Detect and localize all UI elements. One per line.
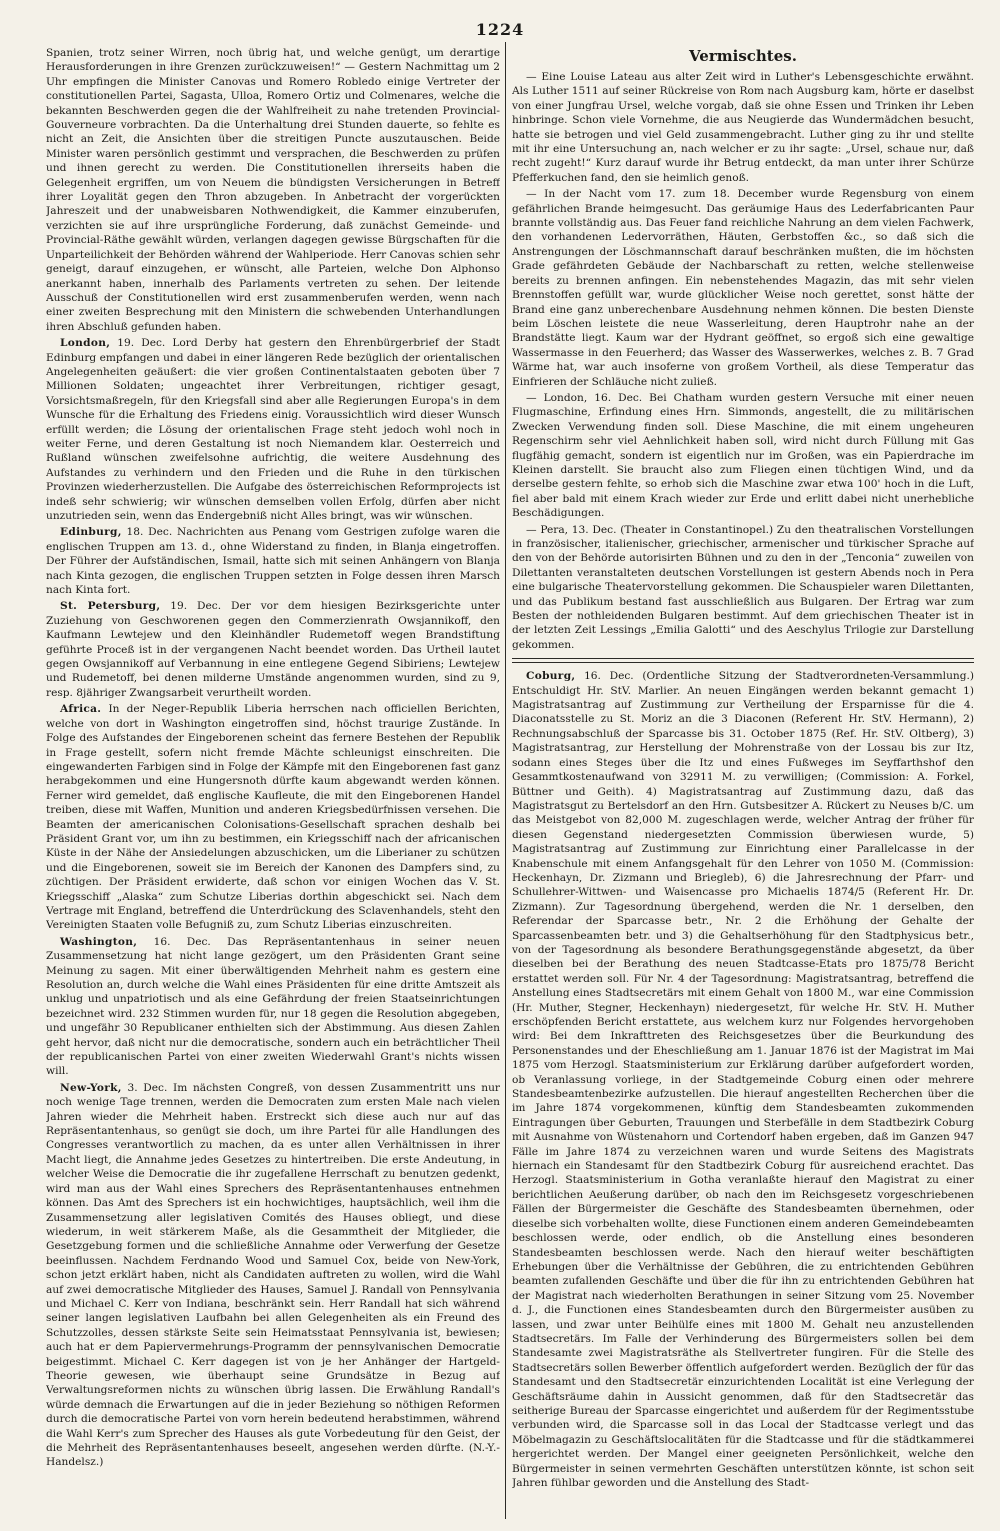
africa-article xyxy=(46,702,500,933)
regensburg-item: — In der Nacht vom 17. zum 18. December wurde Regensburg von einem gefährlichen Brande heimgesucht. Das geräumige Haus des Lederfabricanten Paur brannte vollständig aus. Das Feuer fand reichliche Nahrung an dem vielen Fachwerk, den vorhandenen Ledervorräthen, Häuten, Gerbstoffen &c., so daß sich die Anstrengungen der Löschmannschaft darauf beschränken mußten, die im höchsten Grade gefährdeten Gebäude der Nachbarschaft zu retten, welche stellenweise bereits zu brennen anfingen. Ein nebenstehendes Magazin, das mit sehr vielen Brennstoffen gefüllt war, wurde glücklicher Weise noch gerettet, sonst hätte der Brand eine ganz unberechenbare Ausdehnung nehmen können. Die besten Dienste beim Löschen leistete die neue Wasserleitung, deren Hauptrohr nahe an der Brandstätte liegt. Kaum war der Hydrant geöffnet, so ergoß sich eine gewaltige Wassermasse in den Feuerherd; das Wasser des Wasserwerkes, welches z. B. 7 Grad Wärme hat, war auch insoferne von großem Vortheil, als diese Temperatur das Einfrieren der Schläuche nicht zuließ. xyxy=(512,188,974,388)
right-column xyxy=(512,46,974,1521)
london-article xyxy=(46,336,500,523)
petersburg-article xyxy=(46,599,500,700)
africa-text: In der Neger-Republik Liberia herrschen nach officiellen Berichten, welche von dort in Washington eingetroffen sind, höchst traurige Zustände. In Folge des Aufstandes der Eingeborenen scheint das fernere Bestehen der Republik in Frage gestellt, sofern nicht fremde Mächte schleunigst einschreiten. Die eingewanderten Farbigen sind in Folge der Kämpfe mit den Eingeborenen fast ganz herabgekommen und eine Hungersnoth dürfte kaum abgewandt werden können. Ferner wird gemeldet, daß englische Kaufleute, die mit den Eingeborenen Handel treiben, diese mit Waffen, Munition und anderen Kriegsbedürfnissen versehen. Die Beamten der americanischen Colonisations-Gesellschaft sprachen deshalb bei Präsident Grant vor, um ihn zu bestimmen, ein Kriegsschiff nach der africanischen Küste in der Nähe der Ansiedelungen abzuschicken, um die Liberianer zu schützen und die Eingeborenen, soweit sie im Bereich der Kanonen des Dampfers sind, zu züchtigen. Der Präsident erwiderte, daß schon vor einigen Wochen das V. St. Kriegsschiff „Alaska“ zum Schutze Liberias dorthin abgeschickt sei. Nach dem Vertrage mit England, betreffend die Unterdrückung des Sclavenhandels, steht den Vereinigten Staaten volle Befugniß zu, zum Schutz Liberias einzuschreiten. xyxy=(46,703,500,932)
page-number: 1224 xyxy=(475,20,525,39)
section-heading: Vermischtes. xyxy=(689,47,797,65)
africa-dateline: Africa. xyxy=(60,703,102,716)
petersburg-dateline: St. Petersburg, xyxy=(60,600,161,613)
edinburg-dateline: Edinburg, xyxy=(60,526,122,539)
coburg-article xyxy=(512,669,974,1490)
edinburg-text: 18. Dec. Nachrichten aus Penang vom Gestrigen zufolge waren die englischen Truppen am 13. d., ohne Widerstand zu finden, in Blanja eingetroffen. Der Führer der Aufständischen, Ismail, hatte sich mit seinen Anhängern von Blanja nach Kinta gezogen, die englischen Truppen setzten in Folge dessen ihren Marsch nach Kinta fort. xyxy=(46,526,500,597)
coburg-text: 16. Dec. (Ordentliche Sitzung der Stadtverordneten-Versammlung.) Entschuldigt Hr. StV. Marlier. An neuen Eingängen werden bekannt gemacht 1) Magistratsantrag auf Zustimmung zur Vertheilung der Ersparnisse für die 4. Diaconatsstelle zu St. Moriz an die 3 Diaconen (Referent Hr. StV. Hermann), 2) Rechnungsabschluß der Sparcasse bis 31. October 1875 (Ref. Hr. StV. Oltberg), 3) Magistratsantrag, zur Herstellung der Mohrenstraße von der Lossau bis zur Itz, sodann eines Steges über die Itz und eines Fußweges im Seyffarthshof den Gesammtkostenaufwand von 32911 M. zu verwilligen; (Commission: A. Forkel, Büttner und Geith). 4) Magistratsantrag auf Zustimmung dazu, daß das Magistratsgut zu Bertelsdorf an den Hrn. Gutsbesitzer A. Rückert zu Neuses b/C. um das Meistgebot von 82,000 M. zugeschlagen werde, welcher Antrag der früher für diesen Gegenstand niedergesetzten Commission überwiesen wurde, 5) Magistratsantrag auf Zustimmung zur Einrichtung einer Parallelcasse in der Knabenschule mit einem Anfangsgehalt für den Lehrer von 1050 M. (Commission: Heckenhayn, Dr. Zizmann und Briegleb), 6) die Jahresrechnung der Pfarr- und Schullehrer-Wittwen- und Waisencasse pro Michaelis 1874/5 (Referent Hr. Dr. Zizmann). Zur Tagesordnung übergehend, werden die Nr. 1 derselben, den Referendar der Sparcasse betr., Nr. 2 die Erhöhung der Gehalte der Sparcassenbeamten betr. und 3) die Gehaltserhöhung für den Stadtphysicus betr., von der Tagesordnung als besondere Berathungsgegenstände abgesetzt, da über dieselben bei der Berathung des neuen Stadtcasse-Etats pro 1875/78 Bericht erstattet werden soll. Für Nr. 4 der Tagesordnung: Magistratsantrag, betreffend die Anstellung eines Stadtsecretärs mit einem Gehalt von 1800 M., war eine Commission (Hr. Muther, Stegner, Heckenhayn) niedergesetzt, für welche Hr. StV. H. Muther erschöpfenden Bericht erstattete, aus welchem kurz nur Folgendes hervorgehoben wird: Bei dem Inkrafttreten des Reichsgesetzes über die Beurkundung des Personenstandes und der Eheschließung am 1. Januar 1876 ist der Magistrat im Mai 1875 vom Herzogl. Staatsministerium zur Erklärung darüber aufgefordert worden, ob Veranlassung vorliege, in der Stadtgemeinde Coburg einen oder mehrere Standesbeamtenbezirke aufzustellen. Die hierauf angestellten Recherchen über die im Jahre 1874 vorgekommenen, künftig dem Standesbeamten zukommenden Eintragungen über Geburten, Trauungen und Sterbefälle in dem Stadtbezirk Coburg mit Ausnahme von Wüstenahorn und Cortendorf haben ergeben, daß im Ganzen 947 Fälle im Jahre 1874 zu verzeichnen waren und wurde Seitens des Magistrats hiernach ein Standesamt für den Stadtbezirk Coburg für ausreichend erachtet. Das Herzogl. Staatsministerium in Gotha veranlaßte hierauf den Magistrat zu einer berichtlichen Aeußerung darüber, ob nach den im Reichsgesetz vorgeschriebenen Fällen der Bürgermeister die Geschäfte des Standesbeamten übernehmen, oder dieselbe sich vorbehalten wollte, diese Functionen einem anderen Gemeindebeamten beschlossen werde, oder endlich, ob die Anstellung eines besonderen Standesbeamten beschlossen werde. Nach den hierauf weiter beschäftigten Erhebungen über die Verhältnisse der Gebühren, die zu entrichtenden Gebühren beamten zufallenden Geschäfte und über die für ihn zu entrichtenden Gebühren hat der Magistrat nach wiederholten Berathungen in seiner Sitzung vom 25. November d. J., die Functionen eines Standesbeamten durch den Bürgermeister ausüben zu lassen, und zwar unter Beihülfe eines mit 1800 M. Gehalt neu anzustellenden Stadtsecretärs. Im Falle der Verhinderung des Bürgermeisters sollen bei dem Standesamte zwei Magistratsräthe als Stellvertreter fungiren. Für die Stelle des Stadtsecretärs sollen Bewerber öffentlich aufgefordert werden. Bezüglich der für das Standesamt und den Stadtsecretär einzurichtenden Localität ist eine Verlegung der Geschäftsräume dahin in Aussicht genommen, daß für den Stadtsecretär das seitherige Bureau der Sparcasse eingerichtet und außerdem für der Regimentsstube verbunden wird, die Sparcasse soll in das Local der Stadtcasse verlegt und das Möbelmagazin zu Geschäftslocalitäten für die Stadtcasse und für die städtkammerei hergerichtet werden. Der Mangel einer geeigneten Persönlichkeit, welche den Bürgermeister in seinen vermehrten Geschäften unterstützen könnte, ist schon seit Jahren fühlbar geworden und die Anstellung des Stadt- xyxy=(512,670,974,1489)
washington-text: 16. Dec. Das Repräsentantenhaus in seiner neuen Zusammensetzung hat nicht lange gezögert, um den Präsidenten Grant seine Meinung zu sagen. Mit einer überwältigenden Mehrheit nahm es gestern eine Resolution an, durch welche die Wahl eines Präsidenten für eine dritte Amtszeit als unklug und unpatriotisch und als eine Gefährdung der freien Staatseinrichtungen bezeichnet wird. 232 Stimmen wurden für, nur 18 gegen die Resolution abgegeben, und ungefähr 30 Republicaner enthielten sich der Abstimmung. Aus diesen Zahlen geht hervor, daß nicht nur die democratische, sondern auch ein beträchtlicher Theil der republicanischen Partei von einer zweiten Wiederwahl Grant's nichts wissen will. xyxy=(46,935,500,1078)
edinburg-article xyxy=(46,525,500,597)
washington-article xyxy=(46,935,500,1079)
london-text: 19. Dec. Lord Derby hat gestern den Ehrenbürgerbrief der Stadt Edinburg empfangen und dabei in einer längeren Rede bezüglich der orientalischen Angelegenheiten geäußert: die vier großen Continentalstaaten geboten über 7 Millionen Soldaten; ungeachtet ihrer Verbreitungen, richtiger gesagt, Vorsichtsmaßregeln, für den Kriegsfall sind aber alle Regierungen Europa's in dem Wunsche für die Erhaltung des Friedens einig. Voraussichtlich wird dieser Wunsch erfüllt werden; die Lösung der orientalischen Frage steht jedoch wohl noch in weiter Ferne, und deren Gestaltung ist noch Niemandem klar. Oesterreich und Rußland wünschen zweifelsohne aufrichtig, die weitere Ausdehnung des Aufstandes zu verhindern und den Frieden und die Ruhe in den türkischen Provinzen wiederherzustellen. Die Aufgabe des österreichischen Reformprojects ist indeß sehr schwierig; wir wünschen demselben vollen Erfolg, dürfen aber nicht unzutrieden sein, wenn das Endergebniß nicht Alles bringt, was wir wünschen. xyxy=(46,337,500,522)
coburg-dateline: Coburg, xyxy=(526,670,576,683)
london-flying-machine-item: — London, 16. Dec. Bei Chatham wurden gestern Versuche mit einer neuen Flugmaschine, Erfindung eines Hrn. Simmonds, angestellt, die zu militärischen Zwecken Verwendung finden soll. Diese Maschine, die mit einem ungeheuren Regenschirm sehr viel Aehnlichkeit haben soll, wird nicht durch Füllung mit Gas flugfähig gemacht, sondern ist eigentlich nur im Großen, was ein Papierdrache im Kleinen darstellt. Sie braucht also zum Fliegen einen tüchtigen Wind, und da derselbe gestern fehlte, so erhob sich die Maschine zwar etwa 100' hoch in die Luft, fiel aber bald mit einem Krach wieder zur Erde und erlitt dabei nicht unerhebliche Beschädigungen. xyxy=(512,391,974,520)
section-rule xyxy=(512,658,974,663)
column-divider xyxy=(505,42,506,1519)
petersburg-text: 19. Dec. Der vor dem hiesigen Bezirksgerichte unter Zuziehung von Geschworenen gegen den Commerzienrath Owsjannikoff, den Kaufmann Lewtejew und den Kleinhändler Rudemetoff wegen Brandstiftung geführte Proceß ist in der vergangenen Nacht beendet worden. Das Urtheil lautet gegen Owsjannikoff auf Verbannung in eine entlegene Gegend Sibiriens; Lewtejew und Rudemetoff, bei denen milderne Umstände angenommen wurden, sind zu 9, resp. 8jähriger Zwangsarbeit verurtheilt worden. xyxy=(46,600,500,699)
pera-theater-item: — Pera, 13. Dec. (Theater in Constantinopel.) Zu den theatralischen Vorstellungen in französischer, italienischer, griechischer, armenischer und türkischer Sprache auf den von der Behörde autorisirten Bühnen und zu den in der „Tenconia“ zuweilen von Dilettanten veranstalteten deutschen Vorstellungen ist gestern Abends noch in Pera eine bulgarische Theatervorstellung gekommen. Die Schauspieler waren Dilettanten, und das Publikum bestand fast ausschließlich aus Bulgaren. Der Ertrag war zum Besten der nothleidenden Bulgaren bestimmt. Auf dem griechischen Theater ist in der letzten Zeit Lessings „Emilia Galotti“ und des Aeschylus Trilogie zur Darstellung gekommen. xyxy=(512,523,974,651)
newyork-dateline: New-York, xyxy=(60,1081,122,1094)
washington-dateline: Washington, xyxy=(60,935,138,948)
london-dateline: London, xyxy=(60,337,111,350)
newyork-text: 3. Dec. Im nächsten Congreß, von dessen Zusammentritt uns nur noch wenige Tage trennen, werden die Democraten zum ersten Male nach vielen Jahren wieder die Mehrheit haben. Erstreckt sich diese auch nur auf das Repräsentantenhaus, so genügt sie doch, um ihre Partei für alle Handlungen des Congresses verantwortlich zu machen, da es unter allen Verhältnissen in ihrer Macht liegt, die Annahme jedes Gesetzes zu hintertreiben. Die erste Andeutung, in welcher Weise die Democratie die ihr zugefallene Herrschaft zu benutzen gedenkt, wird man aus der Wahl eines Sprechers des Repräsentantenhauses entnehmen können. Das Amt des Sprechers ist ein hochwichtiges, hauptsächlich, weil ihm die Zusammensetzung aller legislativen Comités des Hauses obliegt, und diese wiederum, in weit stärkerem Maße, als die Gesammtheit der Mitglieder, die Gesetzgebung formen und die schließliche Annahme oder Verwerfung der Gesetze beeinflussen. Nachdem Ferdnando Wood und Samuel Cox, beide von New-York, schon jetzt erklärt haben, nicht als Candidaten auftreten zu wollen, wird die Wahl auf zwei democratische Mitglieder des Hauses, Samuel J. Randall von Pennsylvania und Michael C. Kerr von Indiana, beschränkt sein. Herr Randall hat sich während seiner langen legislativen Laufbahn bei allen Gelegenheiten als ein Freund des Schutzzolles, dessen stärkste Seite sein Heimatsstaat Pennsylvania ist, bewiesen; auch hat er dem Papiervermehrungs-Programm der pennsylvanischen Democratie beigestimmt. Michael C. Kerr dagegen ist von je her Anhänger der Hartgeld-Theorie gewesen, wie überhaupt seine Grundsätze in Bezug auf Verwaltungsreformen nichts zu wünschen übrig lassen. Die Erwählung Randall's würde demnach die Erwartungen auf die in jeder Beziehung so nöthigen Reformen durch die democratische Partei von vorn herein bedeutend herabstimmen, während die Wahl Kerr's zum Sprecher des Hauses als gute Vorbedeutung für den Geist, der die Mehrheit des Repräsentantenhauses beseelt, angesehen werden dürfte. (N.-Y.-Handelsz.) xyxy=(46,1081,500,1469)
luther-item: — Eine Louise Lateau aus alter Zeit wird in Luther's Lebensgeschichte erwähnt. Als Luther 1511 auf seiner Rückreise von Rom nach Augsburg kam, hörte er daselbst von einer Jungfrau Ursel, welche vorgab, daß sie ohne Essen und Trinken ihr Leben hinbringe. Schon viele Vornehme, die aus Neugierde das Wundermädchen besucht, hatte sie betrogen und viel Geld zusammengebracht. Luther ging zu ihr und stellte mit ihr eine Untersuchung an, nach welcher er zu ihr sagte: „Ursel, schaue nur, daß recht zugeht!“ Kurz darauf wurde ihr Betrug entdeckt, da man unter ihrer Schürze Pfefferkuchen fand, den sie heimlich genoß. xyxy=(512,71,974,184)
spain-article-continued: Spanien, trotz seiner Wirren, noch übrig hat, und welche genügt, um derartige Herausforderungen in ihre Grenzen zurückzuweisen!“ — Gestern Nachmittag um 2 Uhr empfingen die Minister Canovas und Romero Robledo einige Vertreter der constitutionellen Partei, Sagasta, Ulloa, Romero Ortiz und Colmenares, welche die bekannten Beschwerden gegen die der Wahlfreiheit zu nahe tretenden Provincial-Gouverneure vorbrachten. Da die Unterhaltung drei Stunden dauerte, so fehlte es nicht an Zeit, die Ansichten über die streitigen Puncte auszutauschen. Beide Minister waren persönlich gestimmt und versprachen, die Beschwerden zu prüfen und ihnen gerecht zu werden. Die Constitutionellen ihrerseits haben die Gelegenheit ergriffen, um von Neuem die bündigsten Versicherungen in Betreff ihrer Loyalität gegen den Thron abzugeben. In Anbetracht der vorgerückten Jahreszeit und der unabweisbaren Nothwendigkeit, die Kammer einzuberufen, verzichten sie auf ihre ursprüngliche Forderung, daß zunächst Gemeinde- und Provincial-Räthe gewählt würden, verlangen dagegen gewisse Bürgschaften für die Unparteilichkeit der Behörden während der Wahlperiode. Herr Canovas schien sehr geneigt, darauf einzugehen, er wünscht, alle Parteien, welche Don Alphonso anerkannt haben, innerhalb des Parlaments vertreten zu sehen. Der leitende Ausschuß der Constitutionellen wird erst zusammenberufen werden, wenn nach einer zweiten Besprechung mit den Ministern die schwebenden Unterhandlungen ihren Abschluß gefunden haben. xyxy=(46,47,500,333)
newyork-article xyxy=(46,1081,500,1470)
left-column xyxy=(46,46,500,1521)
